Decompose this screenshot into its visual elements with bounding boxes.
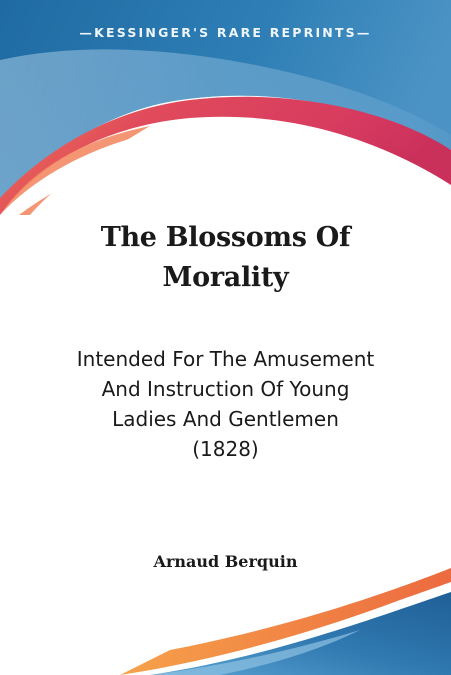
book-subtitle	[40, 344, 411, 464]
title-line: Morality	[162, 262, 289, 293]
book-author: Arnaud Berquin	[153, 552, 298, 571]
subtitle-line: Intended For The Amusement	[76, 347, 375, 371]
title-line: The Blossoms Of	[100, 222, 351, 253]
subtitle-line: Ladies And Gentlemen	[112, 407, 339, 431]
subtitle-line: And Instruction Of Young	[101, 377, 350, 401]
book-title	[40, 218, 411, 298]
subtitle-line: (1828)	[192, 437, 259, 461]
publisher-banner: —KESSINGER'S RARE REPRINTS—	[79, 25, 372, 40]
